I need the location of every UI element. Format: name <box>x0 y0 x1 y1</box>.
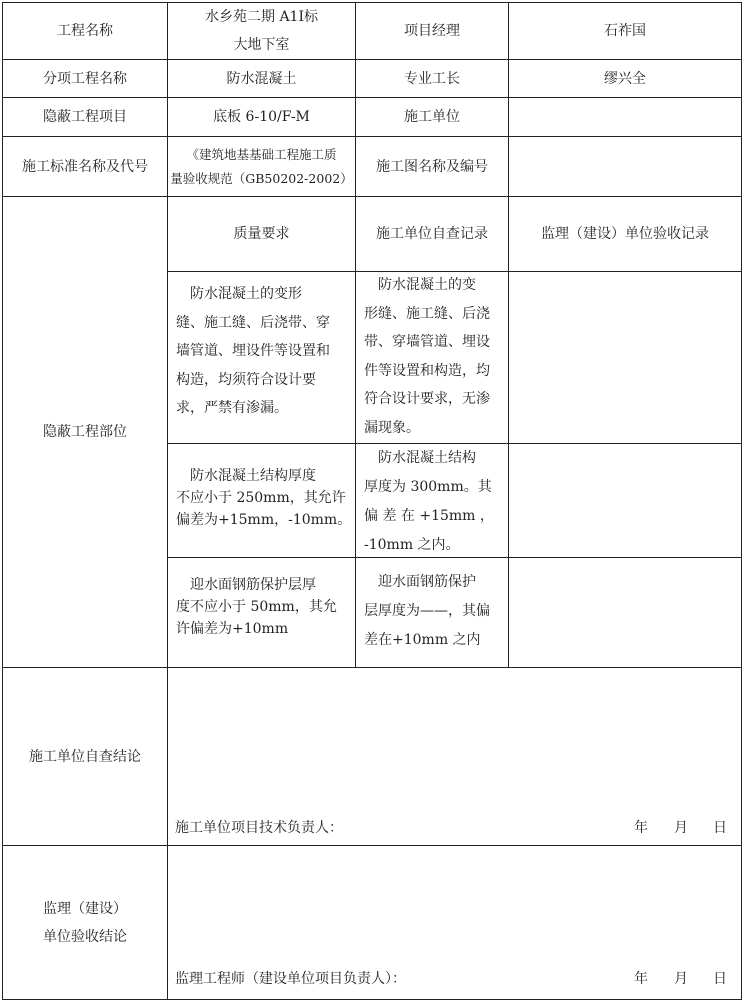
std-line1: 《建筑地基基础工程施工质 <box>186 146 337 162</box>
sup-signer: 监理工程师（建设单位项目负责人）： <box>175 971 406 987</box>
col-self: 施工单位自查记录 <box>355 196 509 272</box>
text-line: 度不应小于 50mm，其允 <box>176 599 337 615</box>
text-line: 层厚度为——，其偏 <box>364 603 490 619</box>
text-line: 防水混凝土的变 <box>364 277 476 293</box>
label-line1: 监理（建设） <box>43 900 127 917</box>
section-label: 隐蔽工程部位 <box>2 196 168 668</box>
text-line: -10mm 之内。 <box>364 537 460 553</box>
text-line: 许偏差为+10mm <box>176 621 289 637</box>
text-line: 迎水面钢筋保护 <box>364 574 476 590</box>
text-line: 不应小于 250mm，其允许 <box>176 490 346 506</box>
col-req: 质量要求 <box>167 196 356 272</box>
self-text-3 <box>364 568 490 655</box>
self-text-1 <box>364 271 490 442</box>
text-line: 缝、施工缝、后浇带、穿 <box>176 314 330 331</box>
text-line: 墙管道、埋设件等设置和 <box>176 343 330 359</box>
text-line: 偏 差 在 +15mm ， <box>364 508 494 524</box>
unit-value <box>508 97 742 137</box>
project-name-line2: 大地下室 <box>233 37 290 53</box>
text-line: 防水混凝土结构厚度 <box>176 468 316 484</box>
text-line: 漏现象。 <box>364 419 420 436</box>
std-line2: 量验收规范（GB50202-2002） <box>170 170 353 186</box>
sub-label: 分项工程名称 <box>2 59 168 98</box>
text-line: 求，严禁有渗漏。 <box>176 400 288 416</box>
sup-day: 日 <box>713 971 727 987</box>
sup-cell-1 <box>508 271 742 444</box>
hidden-item-label: 隐蔽工程项目 <box>2 97 168 137</box>
sup-cell-3 <box>508 557 742 668</box>
text-line: 厚度为 300mm。其 <box>364 479 492 495</box>
sub-value: 防水混凝土 <box>167 59 356 98</box>
req-text-3 <box>176 574 337 640</box>
self-text-2 <box>364 444 494 560</box>
text-line: 构造，均须符合设计要 <box>176 371 316 388</box>
sup-cell-2 <box>508 443 742 558</box>
foreman-value: 缪兴全 <box>508 59 742 98</box>
text-line: 防水混凝土的变形 <box>176 286 302 302</box>
col-sup: 监理（建设）单位验收记录 <box>508 196 742 272</box>
pm-label: 项目经理 <box>355 2 509 60</box>
text-line: 带、穿墙管道、埋设 <box>364 334 490 350</box>
req-text-2 <box>176 465 351 531</box>
hidden-item-value: 底板 6-10/F-M <box>167 97 356 137</box>
sup-month: 月 <box>674 971 688 987</box>
project-name-value <box>167 2 356 60</box>
sup-conclusion-label <box>2 845 168 1000</box>
unit-label: 施工单位 <box>355 97 509 137</box>
self-day: 日 <box>713 820 727 836</box>
sup-year: 年 <box>634 971 648 987</box>
project-name-label: 工程名称 <box>2 2 168 60</box>
text-line: 件等设置和构造，均 <box>364 362 490 379</box>
text-line: 偏差为+15mm，-10mm。 <box>176 512 352 528</box>
pm-value: 石祚国 <box>508 2 742 60</box>
project-name-line1: 水乡苑二期 A1Ⅰ标 <box>205 9 318 25</box>
label-line2: 单位验收结论 <box>43 928 127 945</box>
self-signer: 施工单位项目技术负责人： <box>175 820 343 836</box>
drawing-value <box>508 136 742 197</box>
foreman-label: 专业工长 <box>355 59 509 98</box>
self-year: 年 <box>634 820 648 836</box>
text-line: 差在+10mm 之内 <box>364 632 481 648</box>
self-month: 月 <box>674 820 688 836</box>
text-line: 迎水面钢筋保护层厚 <box>176 577 316 593</box>
text-line: 防水混凝土结构 <box>364 450 476 466</box>
self-conclusion-label: 施工单位自查结论 <box>2 667 168 846</box>
std-label: 施工标准名称及代号 <box>2 136 168 197</box>
std-value <box>167 136 356 197</box>
drawing-label: 施工图名称及编号 <box>355 136 509 197</box>
req-text-1 <box>176 280 330 423</box>
text-line: 符合设计要求，无渗 <box>364 391 490 407</box>
text-line: 形缝、施工缝、后浇 <box>364 305 490 322</box>
